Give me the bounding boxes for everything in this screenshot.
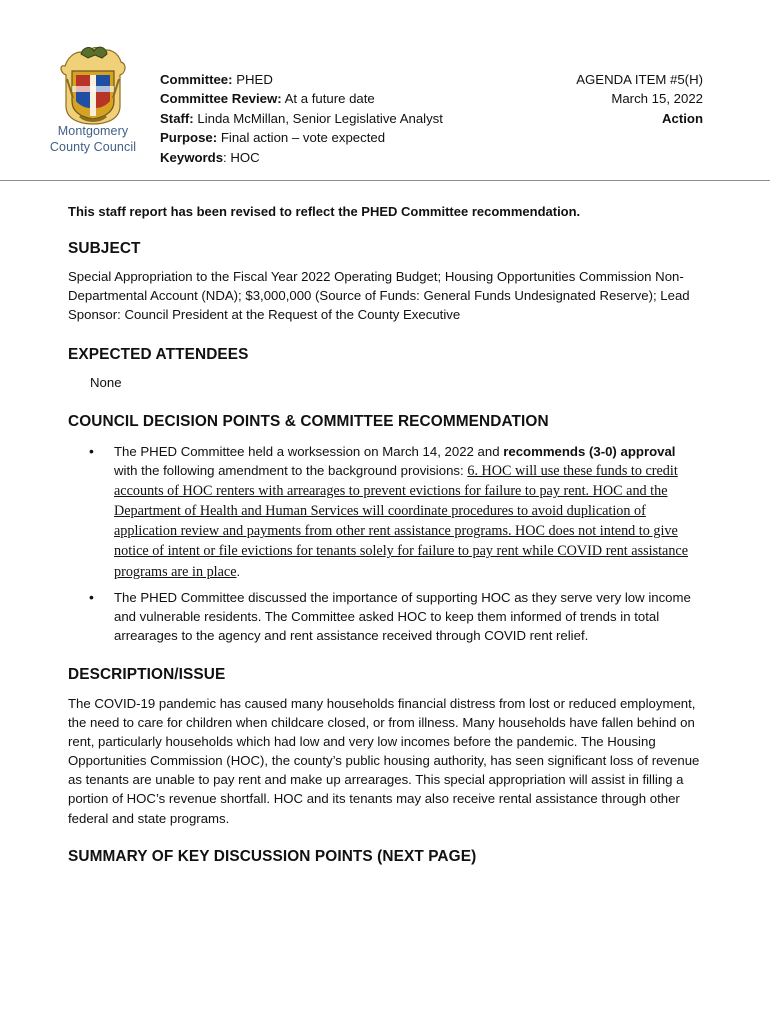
agenda-item-number: AGENDA ITEM #5(H) [576,72,703,87]
council-logo [45,44,141,164]
committee-label: Committee: [160,72,233,87]
bullet-one-suffix: with the following amendment to the background provisions: [114,463,468,479]
committee-review-row [160,89,520,108]
decision-bullet-two [68,588,704,645]
decision-points-heading: COUNCIL DECISION POINTS & COMMITTEE RECOMMENDATION [68,413,549,430]
bullet-one-prefix: The PHED Committee held a worksession on March 14, 2022 and [114,444,504,459]
staff-label: Staff: [160,110,194,126]
purpose-value: Final action – vote expected [220,130,386,146]
expected-attendees-text: None [90,375,122,390]
bullet-icon: • [89,589,94,605]
subject-text: Special Appropriation to the Fiscal Year 2022 Operating Budget; Housing Opportunities Commission Non-Departmental Account (NDA); $3,000,000 (Source of Funds: General Funds Undesignated Reserve); Lead Sponsor: Council President at the Request of the County Executive [68,269,690,323]
bullet-one-recommendation: recommends (3-0) approval [503,444,676,459]
purpose-label: Purpose: [160,130,218,146]
staff-value: Linda McMillan, Senior Legislative Analyst [197,110,443,126]
subject-heading: SUBJECT [68,240,141,257]
bullet-one-end: . [236,563,241,579]
keywords-row [160,148,520,167]
agenda-action: Action [661,110,703,126]
keywords-value: : HOC [223,149,260,165]
purpose-row [160,128,520,147]
bullet-one-amendment: 6. HOC will use these funds to credit accounts of HOC renters with arrearages to prevent evictions for failure to pay rent. HOC and the Department of Health and Human Services will coordinate procedures to avoid duplication of application review and payments from other rent assistance programs. HOC does not intend to give notice of intent or file evictions for tenants solely for failure to pay rent while COVID rent assistance programs are in place [114,463,689,580]
county-crest-icon [57,44,129,126]
header-divider [0,180,770,181]
bullet-icon: • [89,443,94,459]
agenda-block [523,70,703,128]
revision-note: This staff report has been revised to reflect the PHED Committee recommendation. [68,204,581,219]
committee-value: PHED [236,72,273,87]
document-header [0,0,770,182]
staff-report-content [68,202,704,865]
staff-row [160,109,520,128]
description-heading: DESCRIPTION/ISSUE [68,666,226,683]
council-name: Montgomery County Council [49,124,137,154]
description-text: The COVID-19 pandemic has caused many households financial distress from lost or reduced employment, the need to care for children when childcare closed, or from illness. Many households have fallen behind on rent, particularly households which had low and very low incomes before the pandemic. The Housing Opportunities Commission (HOC), the county’s public housing authority, has seen significant loss of revenue as tenants are unable to pay rent and make up arrearages. This special appropriation will assist in filling a portion of HOC’s revenue shortfall. HOC and its tenants may also receive rental assistance through other federal and state programs. [68,696,700,826]
committee-review-label: Committee Review: [160,91,282,107]
decision-bullet-two-text: The PHED Committee discussed the importance of supporting HOC as they serve very low income and vulnerable residents. The Committee asked HOC to keep them informed of trends in total arrearages to the agency and rent assistance received through COVID rent relief. [114,590,691,644]
decision-bullet-one-text [114,442,702,582]
summary-heading: SUMMARY OF KEY DISCUSSION POINTS (NEXT PAGE) [68,848,477,865]
expected-attendees-heading: EXPECTED ATTENDEES [68,346,249,363]
agenda-date: March 15, 2022 [611,91,703,107]
keywords-label: Keywords [160,149,224,165]
committee-metadata [160,70,520,167]
decision-bullet-one [68,442,704,582]
committee-review-value: At a future date [284,91,375,107]
committee-row [160,70,520,89]
